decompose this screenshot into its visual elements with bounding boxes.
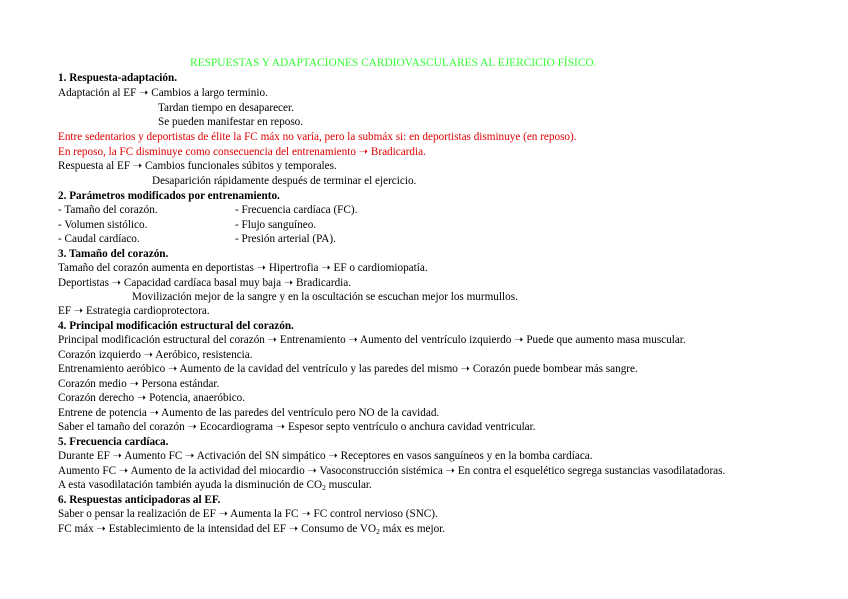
s3-line-4: EF ➝ Estrategia cardioprotectora. xyxy=(58,305,210,317)
param-left-1: - Tamaño del corazón. xyxy=(58,204,158,216)
s4-line-4: Corazón medio ➝ Persona estándar. xyxy=(58,378,220,390)
param-right-2: - Flujo sanguíneo. xyxy=(235,219,317,231)
s1-line-3: Se pueden manifestar en reposo. xyxy=(158,116,304,128)
section-1-heading: 1. Respuesta-adaptación. xyxy=(58,72,178,84)
s1-line-2: Tardan tiempo en desaparecer. xyxy=(158,102,294,114)
s4-line-5: Corazón derecho ➝ Potencia, anaeróbico. xyxy=(58,392,246,404)
section-6-heading: 6. Respuestas anticipadoras al EF. xyxy=(58,494,221,506)
s4-line-1: Principal modificación estructural del corazón ➝ Entrenamiento ➝ Aumento del ventrículo izquierdo ➝ Puede que aumento masa muscular. xyxy=(58,334,686,346)
s6-line-2-text: FC máx ➝ Establecimiento de la intensidad del EF ➝ Consumo de VO xyxy=(58,523,377,535)
s4-line-7: Saber el tamaño del corazón ➝ Ecocardiograma ➝ Espesor septo ventrículo o anchura cavidad ventricular. xyxy=(58,421,536,433)
s5-line-3-subscript: 2 xyxy=(322,483,326,492)
s4-line-2: Corazón izquierdo ➝ Aeróbico, resistencia. xyxy=(58,349,253,361)
param-left-2: - Volumen sistólico. xyxy=(58,219,148,231)
s1-line-1: Adaptación al EF ➝ Cambios a largo terminio. xyxy=(58,87,268,99)
document-title: RESPUESTAS Y ADAPTACIONES CARDIOVASCULARES AL EJERCICIO FÍSICO. xyxy=(190,57,597,69)
s4-line-6: Entrene de potencia ➝ Aumento de las paredes del ventrículo pero NO de la cavidad. xyxy=(58,407,440,419)
s5-line-2: Aumento FC ➝ Aumento de la actividad del miocardio ➝ Vasoconstrucción sistémica ➝ En contra el esquelético segrega sustancias vasodilatadoras. xyxy=(58,465,726,477)
s6-line-1: Saber o pensar la realización de EF ➝ Aumenta la FC ➝ FC control nervioso (SNC). xyxy=(58,508,438,520)
param-right-1: - Frecuencia cardíaca (FC). xyxy=(235,204,358,216)
s4-line-3: Entrenamiento aeróbico ➝ Aumento de la cavidad del ventrículo y las paredes del mismo ➝ Corazón puede bombear más sangre. xyxy=(58,363,638,375)
section-5-heading: 5. Frecuencia cardíaca. xyxy=(58,436,169,448)
s1-line-5: Desaparición rápidamente después de terminar el ejercicio. xyxy=(152,175,417,187)
param-left-3: - Caudal cardíaco. xyxy=(58,233,140,245)
s3-line-2: Deportistas ➝ Capacidad cardíaca basal muy baja ➝ Bradicardia. xyxy=(58,277,352,289)
s5-line-1: Durante EF ➝ Aumento FC ➝ Activación del SN simpático ➝ Receptores en vasos sanguíneos y en la bomba cardíaca. xyxy=(58,450,593,462)
s6-line-2 xyxy=(58,523,445,536)
section-2-heading: 2. Parámetros modificados por entrenamiento. xyxy=(58,190,280,202)
s5-line-3-text: A esta vasodilatación también ayuda la disminución de CO xyxy=(58,479,323,491)
s3-line-3: Movilización mejor de la sangre y en la oscultación se escuchan mejor los murmullos. xyxy=(132,291,518,303)
s1-line-4: Respuesta al EF ➝ Cambios funcionales súbitos y temporales. xyxy=(58,160,337,172)
param-right-3: - Presión arterial (PA). xyxy=(235,233,336,245)
s5-line-3 xyxy=(58,479,372,492)
section-4-heading: 4. Principal modificación estructural del corazón. xyxy=(58,320,294,332)
s5-line-3-end: muscular. xyxy=(325,479,372,491)
s6-line-2-end: máx es mejor. xyxy=(379,523,446,535)
s1-red-line-2: En reposo, la FC disminuye como consecuencia del entrenamiento ➝ Bradicardia. xyxy=(58,146,426,158)
section-3-heading: 3. Tamaño del corazón. xyxy=(58,248,169,260)
s6-line-2-subscript: 2 xyxy=(376,527,380,536)
s1-red-line-1: Entre sedentarios y deportistas de élite la FC máx no varía, pero la submáx si: en deportistas disminuye (en reposo). xyxy=(58,131,577,143)
s3-line-1: Tamaño del corazón aumenta en deportistas ➝ Hipertrofia ➝ EF o cardiomiopatía. xyxy=(58,262,428,274)
